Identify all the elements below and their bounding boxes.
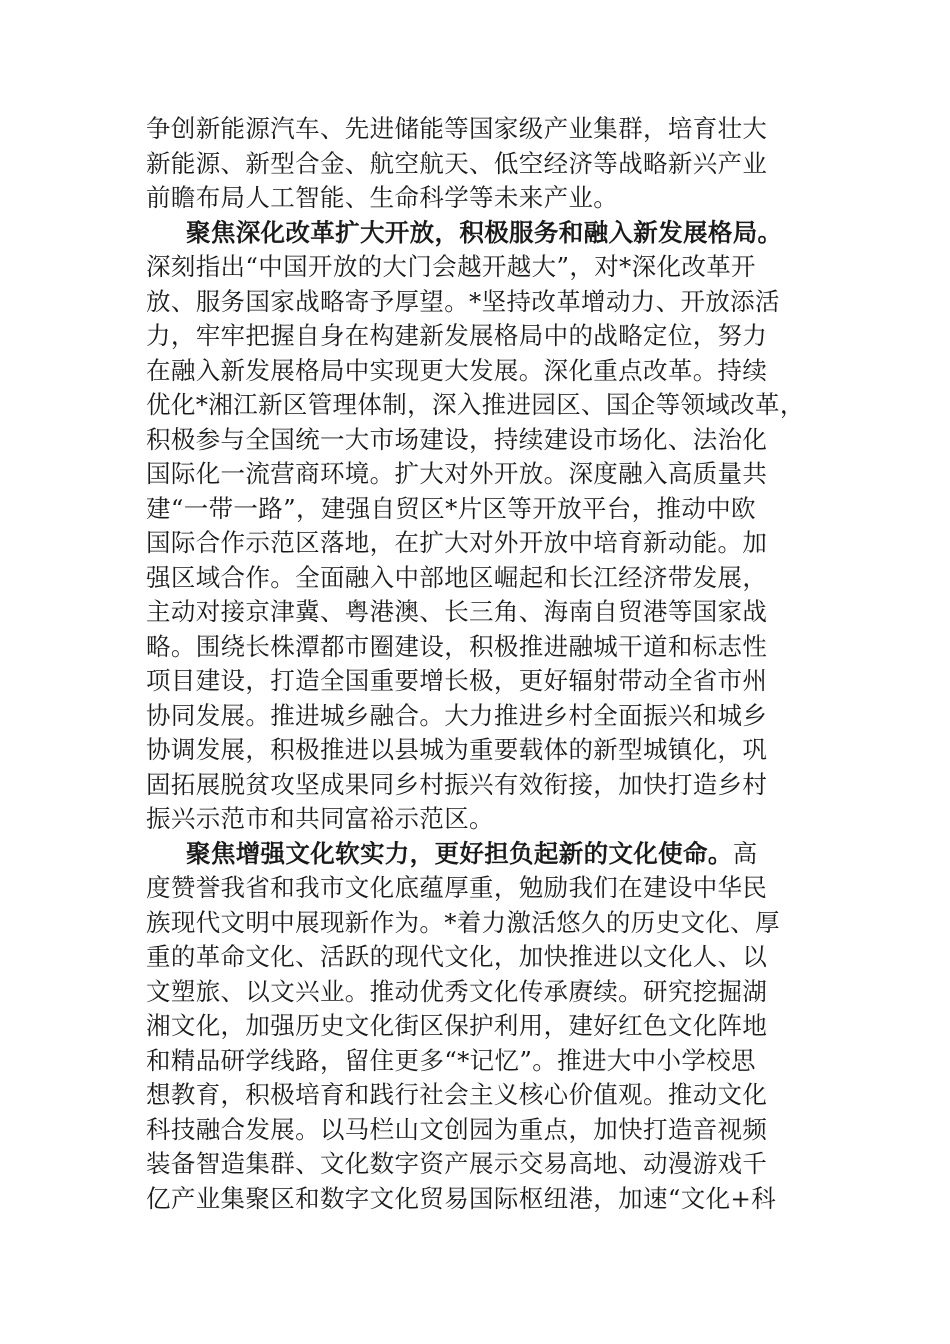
paragraph-3 (146, 837, 810, 1217)
section-heading: 聚焦深化改革扩大开放，积极服务和融入新发展格局。 (186, 217, 783, 247)
text-line: 国际合作示范区落地，在扩大对外开放中培育新动能。加 (146, 528, 768, 557)
heading-line (146, 837, 810, 872)
text-line: 度赞誉我省和我市文化底蕴厚重，勉励我们在建设中华民 (146, 873, 768, 902)
text-line: 文塑旅、以文兴业。推动优秀文化传承赓续。研究挖掘湖 (146, 976, 768, 1006)
text-line: 湘文化，加强历史文化街区保护利用，建好红色文化阵地 (146, 1011, 768, 1040)
text-line: 力，牢牢把握自身在构建新发展格局中的战略定位，努力 (146, 321, 768, 350)
text-line: 放、服务国家战略寄予厚望。*坚持改革增动力、开放添活 (146, 286, 780, 316)
text-line: 项目建设，打造全国重要增长极，更好辐射带动全省市州 (146, 666, 768, 695)
text-line: 协调发展，积极推进以县城为重要载体的新型城镇化，巩 (146, 735, 768, 764)
text-line: 亿产业集聚区和数字文化贸易国际枢纽港，加速“文化+科 (146, 1183, 777, 1213)
text-line: 想教育，积极培育和践行社会主义核心价值观。推动文化 (146, 1080, 768, 1109)
text-line: 国际化一流营商环境。扩大对外开放。深度融入高质量共 (146, 459, 768, 488)
text-line: 强区域合作。全面融入中部地区崛起和长江经济带发展， (146, 562, 768, 592)
text-line: 深刻指出“中国开放的大门会越开越大”，对*深化改革开 (146, 252, 756, 281)
text-line: 族现代文明中展现新作为。*着力激活悠久的历史文化、厚 (146, 907, 780, 937)
section-heading: 聚焦增强文化软实力，更好担负起新的文化使命。 (186, 838, 733, 868)
text-line: 新能源、新型合金、航空航天、低空经济等战略新兴产业 (146, 148, 768, 178)
document-page (146, 112, 810, 1216)
text-line: 科技融合发展。以马栏山文创园为重点，加快打造音视频 (146, 1114, 768, 1144)
text-line: 前瞻布局人工智能、生命科学等未来产业。 (146, 183, 619, 212)
text-line: 略。围绕长株潭都市圈建设，积极推进融城干道和标志性 (146, 631, 768, 661)
text-line: 建“一带一路”，建强自贸区*片区等开放平台，推动中欧 (146, 493, 756, 523)
text-line: 争创新能源汽车、先进储能等国家级产业集群，培育壮大 (146, 114, 768, 143)
text-line: 固拓展脱贫攻坚成果同乡村振兴有效衔接，加快打造乡村 (146, 769, 768, 799)
text-line: 优化*湘江新区管理体制，深入推进园区、国企等领域改革， (146, 390, 805, 419)
text-line: 振兴示范市和共同富裕示范区。 (146, 804, 494, 833)
heading-tail-text: 高 (732, 838, 758, 868)
paragraph-1 (146, 112, 810, 216)
heading-line (146, 216, 810, 251)
text-line: 重的革命文化、活跃的现代文化，加快推进以文化人、以 (146, 942, 768, 971)
paragraph-2 (146, 216, 810, 837)
text-line: 主动对接京津冀、粤港澳、长三角、海南自贸港等国家战 (146, 597, 768, 626)
text-line: 积极参与全国统一大市场建设，持续建设市场化、法治化 (146, 424, 768, 454)
text-line: 装备智造集群、文化数字资产展示交易高地、动漫游戏千 (146, 1149, 768, 1178)
text-line: 在融入新发展格局中实现更大发展。深化重点改革。持续 (146, 355, 768, 385)
text-line: 协同发展。推进城乡融合。大力推进乡村全面振兴和城乡 (146, 700, 768, 730)
text-line: 和精品研学线路，留住更多“*记忆”。推进大中小学校思 (146, 1045, 756, 1075)
